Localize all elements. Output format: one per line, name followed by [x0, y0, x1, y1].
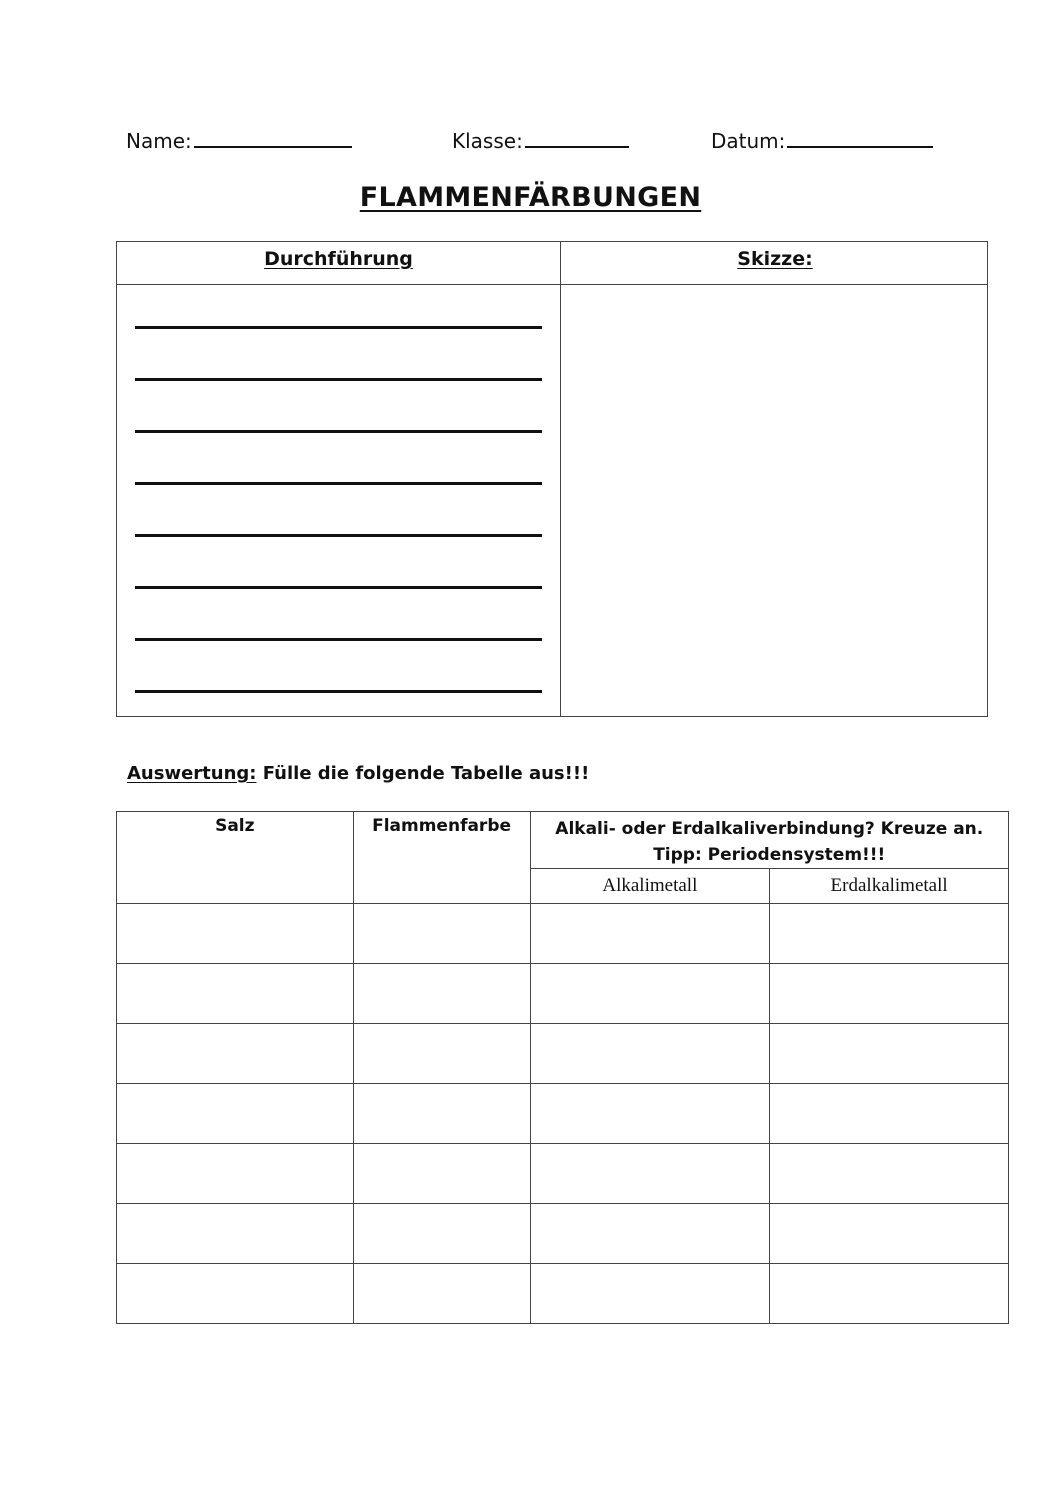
writing-line[interactable] [135, 638, 542, 641]
flammenfarbe-cell[interactable] [353, 1204, 530, 1264]
flammenfarbe-cell[interactable] [353, 904, 530, 964]
alkalimetall-cell[interactable] [530, 904, 770, 964]
name-blank-line[interactable] [194, 128, 352, 148]
salz-cell[interactable] [117, 1024, 354, 1084]
auswertung-text: Fülle die folgende Tabelle aus!!! [256, 763, 590, 784]
skizze-header: Skizze: [737, 248, 813, 270]
writing-line[interactable] [135, 430, 542, 433]
writing-line[interactable] [135, 326, 542, 329]
auswertung-instruction [127, 763, 589, 784]
erdalkalimetall-header: Erdalkalimetall [770, 869, 1009, 904]
alkalimetall-cell[interactable] [530, 1264, 770, 1324]
sketch-area[interactable] [561, 285, 987, 716]
klasse-label: Klasse: [452, 129, 523, 153]
erdalkalimetall-cell[interactable] [770, 964, 1009, 1024]
flammenfarbe-header: Flammenfarbe [353, 812, 530, 904]
writing-line[interactable] [135, 534, 542, 537]
table-header-row [117, 812, 1009, 869]
erdalkalimetall-cell[interactable] [770, 1024, 1009, 1084]
erdalkalimetall-cell[interactable] [770, 904, 1009, 964]
page-title: FLAMMENFÄRBUNGEN [359, 182, 702, 213]
writing-line[interactable] [135, 586, 542, 589]
auswertung-label: Auswertung: [127, 763, 257, 784]
name-label: Name: [126, 129, 192, 153]
name-field[interactable] [126, 128, 352, 153]
datum-label: Datum: [711, 129, 786, 153]
alkalimetall-cell[interactable] [530, 1204, 770, 1264]
erdalkalimetall-cell[interactable] [770, 1084, 1009, 1144]
datum-field[interactable] [711, 128, 933, 153]
evaluation-table [116, 811, 1009, 1324]
klasse-field[interactable] [452, 128, 629, 153]
salz-cell[interactable] [117, 964, 354, 1024]
verbindung-header-line1: Alkali- oder Erdalkaliverbindung? Kreuze an. [555, 819, 984, 839]
flammenfarbe-cell[interactable] [353, 1144, 530, 1204]
writing-line[interactable] [135, 378, 542, 381]
writing-line[interactable] [135, 690, 542, 693]
flammenfarbe-cell[interactable] [353, 1264, 530, 1324]
erdalkalimetall-cell[interactable] [770, 1264, 1009, 1324]
salz-cell[interactable] [117, 904, 354, 964]
salz-cell[interactable] [117, 1084, 354, 1144]
flammenfarbe-cell[interactable] [353, 1024, 530, 1084]
datum-blank-line[interactable] [787, 128, 933, 148]
writing-line[interactable] [135, 482, 542, 485]
procedure-sketch-table [116, 241, 988, 717]
table-row [117, 1204, 1009, 1264]
flammenfarbe-cell[interactable] [353, 964, 530, 1024]
salz-cell[interactable] [117, 1204, 354, 1264]
alkalimetall-cell[interactable] [530, 1144, 770, 1204]
table-row [117, 904, 1009, 964]
alkalimetall-cell[interactable] [530, 964, 770, 1024]
flammenfarbe-cell[interactable] [353, 1084, 530, 1144]
table-row [117, 964, 1009, 1024]
verbindung-header [530, 812, 1008, 869]
salz-cell[interactable] [117, 1144, 354, 1204]
salz-cell[interactable] [117, 1264, 354, 1324]
alkalimetall-header: Alkalimetall [530, 869, 770, 904]
alkalimetall-cell[interactable] [530, 1084, 770, 1144]
salz-header: Salz [117, 812, 354, 904]
erdalkalimetall-cell[interactable] [770, 1144, 1009, 1204]
table-row [117, 1024, 1009, 1084]
table-row [117, 1144, 1009, 1204]
verbindung-header-line2: Tipp: Periodensystem!!! [653, 845, 886, 865]
klasse-blank-line[interactable] [525, 128, 629, 148]
table-row [117, 1084, 1009, 1144]
erdalkalimetall-cell[interactable] [770, 1204, 1009, 1264]
durchfuehrung-header: Durchführung [264, 248, 413, 270]
table-row [117, 1264, 1009, 1324]
alkalimetall-cell[interactable] [530, 1024, 770, 1084]
